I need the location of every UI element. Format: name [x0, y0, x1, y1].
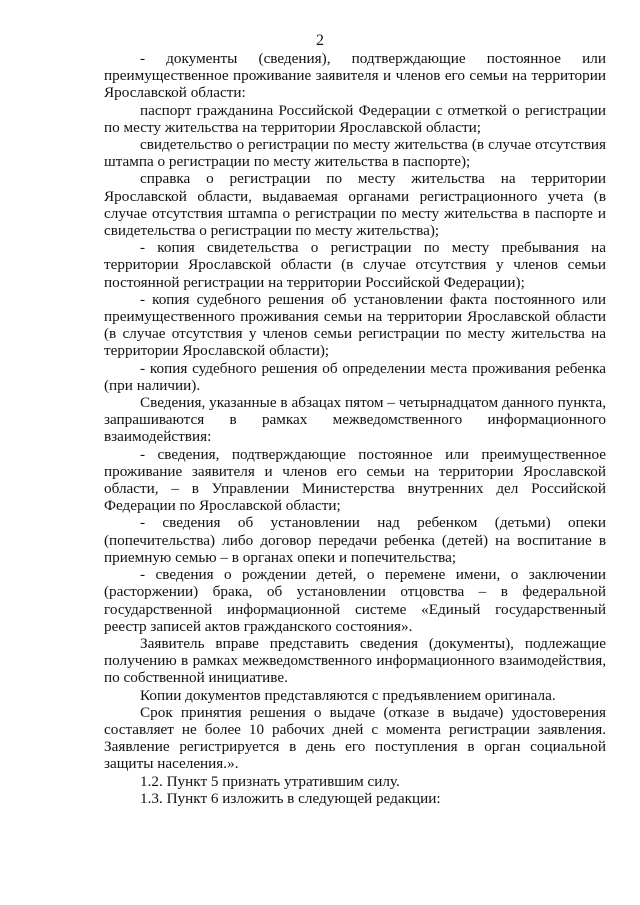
page-number: 2 [316, 32, 324, 49]
paragraph: справка о регистрации по месту жительства на территории Ярославской области, выдаваемая органами регистрационного учета (в случае отсутствия штампа о регистрации по месту жительства в паспорте и свидетельства о регистрации по месту жительства); [104, 170, 606, 240]
paragraph: - сведения, подтверждающие постоянное или преимущественное проживание заявителя и членов его семьи на территории Ярославской области, – в Управлении Министерства внутренних дел Российской Федерации по Ярославской области; [104, 445, 606, 515]
document-body [104, 50, 606, 807]
paragraph: Сведения, указанные в абзацах пятом – четырнадцатом данного пункта, запрашиваются в рамках межведомственного информационного взаимодействия: [104, 394, 606, 446]
paragraph: Срок принятия решения о выдаче (отказе в выдаче) удостоверения составляет не более 10 рабочих дней с момента регистрации заявления. Заявление регистрируется в день его поступления в орган социальной защиты населения.». [104, 703, 606, 773]
paragraph: - сведения об установлении над ребенком (детьми) опеки (попечительства) либо договор передачи ребенка (детей) на воспитание в приемную семью – в органах опеки и попечительства; [104, 514, 606, 566]
paragraph: - копия свидетельства о регистрации по месту пребывания на территории Ярославской области (в случае отсутствия у членов семьи постоянной регистрации на территории Российской Федерации); [104, 239, 606, 291]
paragraph: свидетельство о регистрации по месту жительства (в случае отсутствия штампа о регистрации по месту жительства в паспорте); [104, 136, 606, 171]
paragraph: - документы (сведения), подтверждающие постоянное или преимущественное проживание заявителя и членов его семьи на территории Ярославской области: [104, 50, 606, 102]
paragraph: Заявитель вправе представить сведения (документы), подлежащие получению в рамках межведомственного информационного взаимодействия, по собственной инициативе. [104, 634, 606, 687]
paragraph: 1.2. Пункт 5 признать утратившим силу. [140, 772, 400, 790]
paragraph: - сведения о рождении детей, о перемене имени, о заключении (расторжении) брака, об установлении отцовства – в федеральной государственной информационной системе «Единый государственный реестр записей актов гражданского состояния». [104, 566, 606, 635]
paragraph: 1.3. Пункт 6 изложить в следующей редакции: [140, 789, 441, 807]
paragraph: - копия судебного решения об определении места проживания ребенка (при наличии). [104, 359, 606, 394]
paragraph: паспорт гражданина Российской Федерации с отметкой о регистрации по месту жительства на территории Ярославской области; [104, 101, 606, 136]
paragraph: - копия судебного решения об установлении факта постоянного или преимущественного проживания семьи на территории Ярославской области (в случае отсутствия у членов семьи регистрации по месту жительства на территории Ярославской области); [104, 290, 606, 360]
paragraph: Копии документов представляются с предъявлением оригинала. [140, 686, 556, 704]
